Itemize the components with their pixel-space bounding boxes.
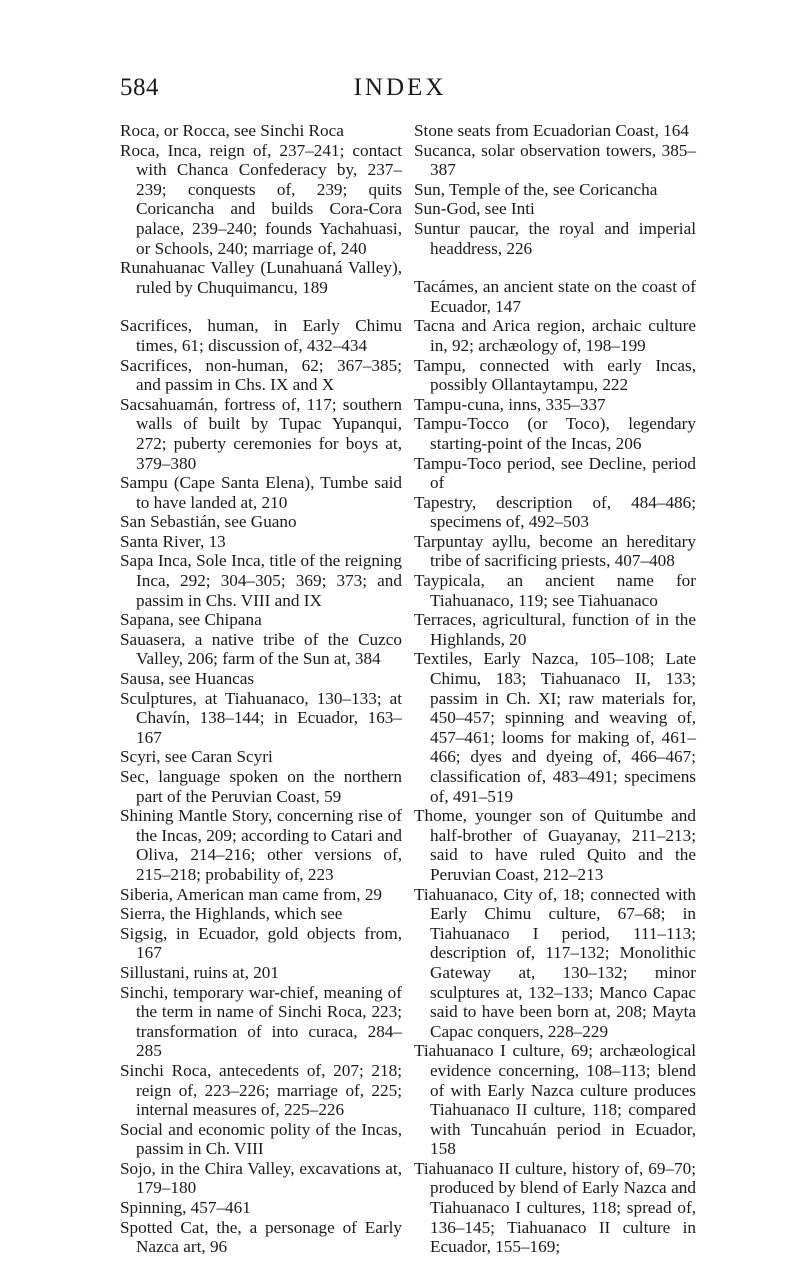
index-entry: Sausa, see Huancas	[120, 669, 255, 689]
index-entry: Sinchi Roca, antecedents of, 207; 218; reign of, 223–226; marriage of, 225; internal measures of, 225–226	[120, 1060, 402, 1120]
index-entry: Tiahuanaco I culture, 69; archæological evidence concerning, 108–113; blend of with Early Nazca culture produces Tiahuanaco II culture, 118; compared with Tuncahuán period in Ecuador, 158	[414, 1041, 696, 1159]
index-entry: Tampu-cuna, inns, 335–337	[414, 394, 606, 414]
index-entry: Spotted Cat, the, a personage of Early Nazca art, 96	[120, 1217, 402, 1257]
index-entry: Suntur paucar, the royal and imperial headdress, 226	[414, 218, 696, 258]
index-entry: Sigsig, in Ecuador, gold objects from, 167	[120, 923, 402, 963]
index-entry: Sinchi, temporary war-chief, meaning of the term in name of Sinchi Roca, 223; transformation of into curaca, 284–285	[120, 982, 402, 1061]
index-entry: Textiles, Early Nazca, 105–108; Late Chimu, 183; Tiahuanaco II, 133; passim in Ch. XI; raw materials for, 450–457; spinning and weaving of, 457–461; looms for making of, 461–466; dyes and dyeing of, 466–467; classification of, 483–491; specimens of, 491–519	[414, 649, 696, 806]
index-column-right	[414, 121, 696, 1257]
index-entry: Spinning, 457–461	[120, 1198, 251, 1218]
index-entry: Shining Mantle Story, concerning rise of the Incas, 209; according to Catari and Oliva, 214–216; other versions of, 215–218; probability of, 223	[120, 806, 402, 884]
index-entry: Tiahuanaco II culture, history of, 69–70; produced by blend of Early Nazca and Tiahuanaco I cultures, 118; spread of, 136–145; Tiahuanaco II culture in Ecuador, 155–169;	[414, 1158, 696, 1257]
index-entry: Tarpuntay ayllu, become an hereditary tribe of sacrificing priests, 407–408	[414, 531, 696, 571]
index-entry: Roca, or Rocca, see Sinchi Roca	[120, 121, 344, 140]
page-header	[120, 74, 680, 108]
index-entry: Siberia, American man came from, 29	[120, 884, 383, 904]
index-entry: Sec, language spoken on the northern part of the Peruvian Coast, 59	[120, 767, 402, 806]
index-entry: Social and economic polity of the Incas, passim in Ch. VIII	[120, 1119, 402, 1159]
index-entry: Sun-God, see Inti	[414, 199, 535, 219]
index-entry: Sucanca, solar observation towers, 385–387	[414, 140, 696, 180]
index-entry: Thome, younger son of Quitumbe and half-brother of Guayanay, 211–213; said to have ruled Quito and the Peruvian Coast, 212–213	[414, 806, 696, 884]
index-column-left	[120, 121, 402, 1257]
index-entry: Sapana, see Chipana	[120, 610, 262, 630]
index-entry: Sampu (Cape Santa Elena), Tumbe said to have landed at, 210	[120, 473, 402, 512]
index-entry: Tampu, connected with early Incas, possibly Ollantaytampu, 222	[414, 355, 696, 395]
index-entry: Tampu-Tocco (or Toco), legendary starting-point of the Incas, 206	[414, 414, 696, 453]
index-entry: Roca, Inca, reign of, 237–241; contact with Chanca Confederacy by, 237–239; conquests of, 239; quits Coricancha and builds Cora-Cora palace, 239–240; founds Yachahuasi, or Schools, 240; marriage of, 240	[120, 140, 402, 258]
index-entry: Sacrifices, non-human, 62; 367–385; and passim in Chs. IX and X	[120, 355, 402, 395]
index-entry: Tapestry, description of, 484–486; specimens of, 492–503	[414, 492, 696, 532]
index-entry: Sillustani, ruins at, 201	[120, 962, 279, 982]
index-entry: Sun, Temple of the, see Coricancha	[414, 179, 658, 199]
index-entry: Tacámes, an ancient state on the coast of Ecuador, 147	[414, 277, 696, 316]
index-entry: Sauasera, a native tribe of the Cuzco Valley, 206; farm of the Sun at, 384	[120, 629, 402, 669]
index-entry: Sculptures, at Tiahuanaco, 130–133; at Chavín, 138–144; in Ecuador, 163–167	[120, 688, 402, 747]
index-entry: Scyri, see Caran Scyri	[120, 747, 273, 767]
index-entry: Sierra, the Highlands, which see	[120, 904, 343, 924]
index-entry: Stone seats from Ecuadorian Coast, 164	[414, 121, 689, 140]
index-entry: Sacsahuamán, fortress of, 117; southern walls of built by Tupac Yupanqui, 272; puberty ceremonies for boys at, 379–380	[120, 394, 402, 473]
section-gap	[120, 297, 402, 316]
index-entry: Sacrifices, human, in Early Chimu times, 61; discussion of, 432–434	[120, 316, 402, 355]
index-entry: Sojo, in the Chira Valley, excavations at, 179–180	[120, 1158, 402, 1198]
index-entry: Runahuanac Valley (Lunahuaná Valley), ruled by Chuquimancu, 189	[120, 258, 402, 297]
running-title: INDEX	[353, 74, 447, 101]
page-number: 584	[120, 74, 159, 101]
index-entry: Tampu-Toco period, see Decline, period of	[414, 453, 696, 493]
index-entry: Tiahuanaco, City of, 18; connected with Early Chimu culture, 67–68; in Tiahuanaco I period, 111–113; description of, 117–132; Monolithic Gateway at, 130–132; minor sculptures at, 132–133; Manco Capac said to have been born at, 208; Mayta Capac conquers, 228–229	[414, 884, 696, 1041]
index-entry: Santa River, 13	[120, 531, 226, 551]
index-entry: Terraces, agricultural, function of in the Highlands, 20	[414, 610, 696, 649]
index-entry: San Sebastián, see Guano	[120, 512, 297, 532]
section-gap	[414, 258, 696, 277]
index-entry: Sapa Inca, Sole Inca, title of the reigning Inca, 292; 304–305; 369; 373; and passim in Chs. VIII and IX	[120, 551, 402, 610]
index-entry: Taypicala, an ancient name for Tiahuanaco, 119; see Tiahuanaco	[414, 571, 696, 610]
index-entry: Tacna and Arica region, archaic culture in, 92; archæology of, 198–199	[414, 316, 696, 355]
